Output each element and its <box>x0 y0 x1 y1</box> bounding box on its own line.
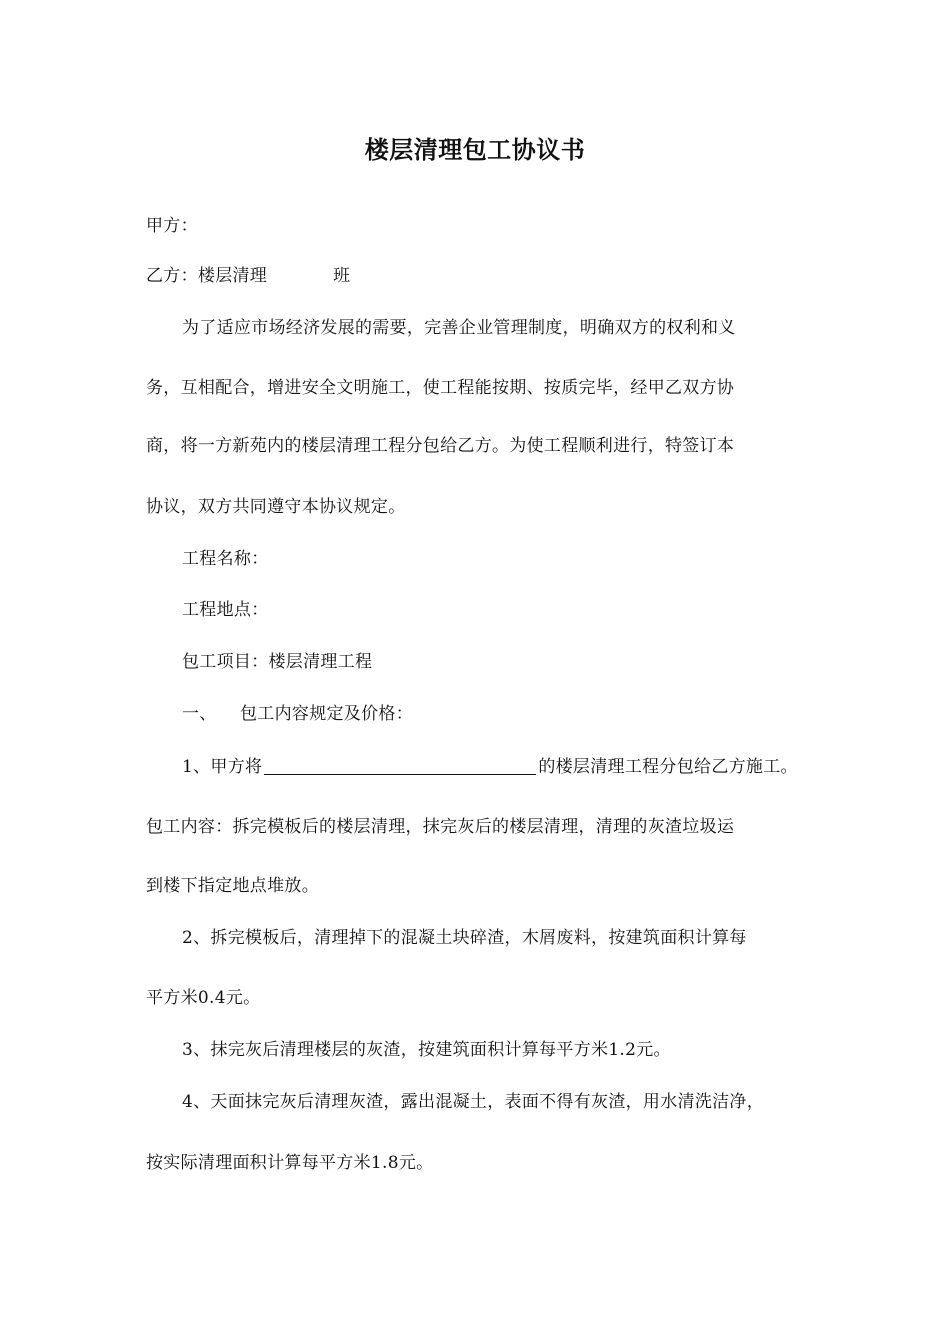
document-title: 楼层清理包工协议书 <box>364 135 586 164</box>
clause-2-line: 平方米0.4元。 <box>146 988 261 1008</box>
clause-4-line: 按实际清理面积计算每平方米1.8元。 <box>146 1153 434 1173</box>
intro-line: 协议，双方共同遵守本协议规定。 <box>146 497 406 517</box>
clause-1 <box>182 753 798 781</box>
content-line: 到楼下指定地点堆放。 <box>146 876 319 896</box>
intro-line: 为了适应市场经济发展的需要，完善企业管理制度，明确双方的权利和义 <box>182 318 736 338</box>
party-a-line: 甲方： <box>146 216 198 236</box>
clause-2-line: 2、拆完模板后，清理掉下的混凝土块碎渣，木屑废料，按建筑面积计算每 <box>182 928 747 948</box>
clause-1-prefix: 1、甲方将 <box>182 757 263 777</box>
clause-1-suffix: 的楼层清理工程分包给乙方施工。 <box>538 757 798 777</box>
project-item-field: 包工项目：楼层清理工程 <box>182 652 373 672</box>
section-number: 一、 <box>182 704 217 724</box>
party-b-label: 乙方：楼层清理 <box>146 266 268 286</box>
party-b-suffix: 班 <box>333 266 351 286</box>
intro-line: 商，将一方新苑内的楼层清理工程分包给乙方。为使工程顺利进行，特签订本 <box>146 436 735 456</box>
project-location-field: 工程地点： <box>182 600 269 620</box>
party-b-line <box>146 262 350 290</box>
clause-4-line: 4、天面抹完灰后清理灰渣，露出混凝土，表面不得有灰渣，用水清洗洁净， <box>182 1092 765 1112</box>
section-title: 包工内容规定及价格： <box>240 704 413 724</box>
clause-3-line: 3、抹完灰后清理楼层的灰渣，按建筑面积计算每平方米1.2元。 <box>182 1040 671 1060</box>
intro-line: 务，互相配合，增进安全文明施工，使工程能按期、按质完毕，经甲乙双方协 <box>146 378 735 398</box>
content-line: 包工内容：拆完模板后的楼层清理，抹完灰后的楼层清理，清理的灰渣垃圾运 <box>146 817 735 837</box>
section-heading <box>182 700 413 728</box>
clause-1-blank-line <box>264 754 536 775</box>
project-name-field: 工程名称： <box>182 549 269 569</box>
